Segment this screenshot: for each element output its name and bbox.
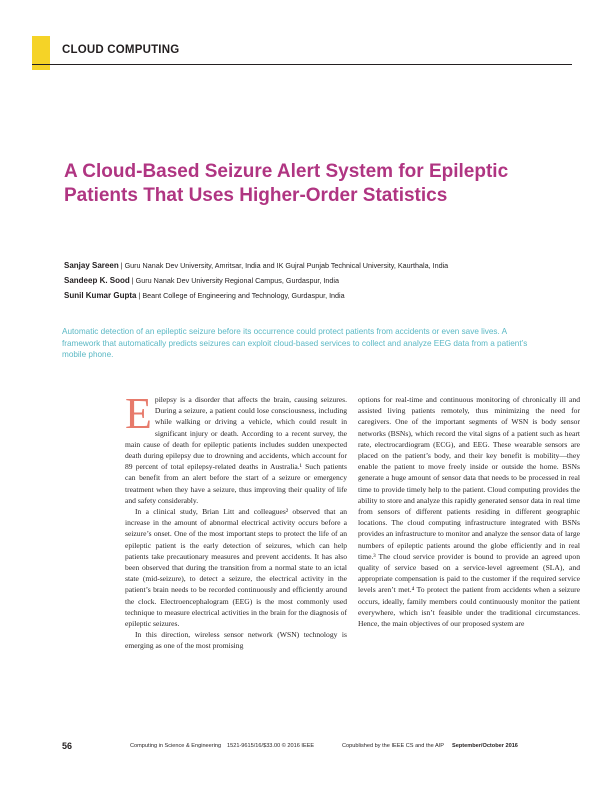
body-paragraph: options for real-time and continuous monitoring of chronically ill and assisted living patients remotely, thus minimizing the need for caregivers. One of the important segments of WSN is body sensor networks (BSNs), which record the vital signs of a patient such as heart rate, electrocardiogram (ECG), and EEG. These wearable sensors are placed on the patient’s body, and their key benefit is mobility—they enable the patient to move freely inside or outside the home. BSNs generate a huge amount of sensor data that needs to be processed in real time to provide timely help to the patient. Cloud computing provides the ability to store and analyze this rapidly generated sensor data in real time from sensors of different patients residing in different geographic locations. The cloud computing infrastructure integrated with BSNs provides an infrastructure to monitor and analyze the sensor data of large numbers of epileptic patients around the globe efficiently and in real time.³ The cloud service provider is bound to provide an agreed upon quality of service based on a service-level agreement (SLA), and appropriate compensation is paid to the customer if the required service levels aren’t met.⁴ To protect the patient from accidents when a seizure occurs, ideally, family members could continuously monitor the patient everywhere, which isn’t feasible under the traditional circumstances. Hence, the main objectives of our proposed system are [358, 395, 580, 629]
body-column-left [125, 389, 347, 652]
author-affiliation: Guru Nanak Dev University, Amritsar, India and IK Gujral Punjab Technical University, Kaurthala, India [124, 261, 449, 270]
author-entry: Sanjay Sareen | Guru Nanak Dev University, Amritsar, India and IK Gujral Punjab Technical University, Kaurthala, India [64, 261, 449, 270]
section-label: CLOUD COMPUTING [62, 44, 180, 56]
author-name: Sunil Kumar Gupta [64, 291, 137, 300]
body-paragraph: In this direction, wireless sensor network (WSN) technology is emerging as one of the most promising [125, 630, 347, 651]
author-name: Sanjay Sareen [64, 261, 119, 270]
header-rule [32, 64, 572, 65]
drop-cap: E [125, 389, 152, 438]
body-paragraph: In a clinical study, Brian Litt and colleagues² observed that an increase in the amount of abnormal electrical activity occurs before a seizure’s onset. One of the most important steps to protect the life of an epileptic patient is the early detection of seizures, which can help patients take precautionary measures and prevent accidents. It has also been observed that during the transition from a normal state to an ictal state (mid-seizure), to detect a seizure, the electrical activity in the patient’s brain needs to be recorded continuously and efficiently around the clock. Electroencephalogram (EEG) is the most commonly used technique to measure electrical activities in the brain for the diagnosis of epileptic seizures. [125, 507, 347, 629]
body-column-right [358, 394, 580, 629]
author-name: Sandeep K. Sood [64, 276, 130, 285]
journal-name: Computing in Science & Engineering [130, 743, 222, 749]
abstract: Automatic detection of an epileptic seizure before its occurrence could protect patients from accidents or even save lives. A framework that automatically predicts seizures can exploit cloud-based services to collect and analyze EEG data from a patient’s mobile phone. [62, 327, 528, 359]
copublished-note: Copublished by the IEEE CS and the AIP [342, 743, 444, 749]
author-list [64, 258, 574, 303]
issn-copyright: 1521-9615/16/$33.00 © 2016 IEEE [227, 743, 315, 749]
page-number: 56 [62, 741, 73, 751]
body-paragraph: Epilepsy is a disorder that affects the brain, causing seizures. During a seizure, a patient could lose consciousness, including while walking or driving a vehicle, which could result in significant injury or death. According to a recent survey, the main cause of death for epileptic patients includes sudden unexpected death during epilepsy due to drowning and accidents, which account for 89 percent of total epilepsy-related deaths in Australia.¹ Such patients can benefit from an alert before the start of a seizure or emergency treatment when they have a seizure, thus improving their quality of life and safety considerably. [125, 389, 347, 505]
article-title: A Cloud-Based Seizure Alert System for Epileptic Patients That Uses Higher-Order Statistics [64, 161, 509, 206]
author-entry: Sunil Kumar Gupta | Beant College of Engineering and Technology, Gurdaspur, India [64, 291, 345, 300]
author-entry: Sandeep K. Sood | Guru Nanak Dev University Regional Campus, Gurdaspur, India [64, 276, 340, 285]
author-affiliation: Guru Nanak Dev University Regional Campus, Gurdaspur, India [135, 276, 340, 285]
issue-date: September/October 2016 [452, 743, 518, 749]
author-affiliation: Beant College of Engineering and Technology, Gurdaspur, India [142, 291, 345, 300]
